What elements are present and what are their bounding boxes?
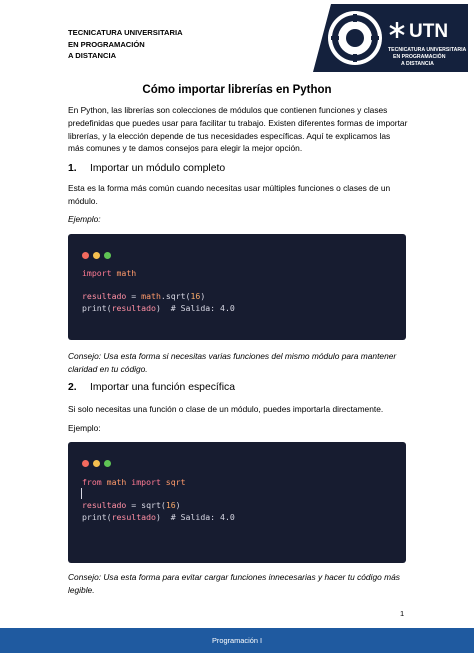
code-line-2: resultado = math.sqrt(16) bbox=[82, 291, 206, 301]
section-1-tip: Consejo: Usa esta forma si necesitas varias funciones del mismo módulo para mantener claridad en tu código. bbox=[68, 351, 397, 374]
logo-brand: UTN bbox=[409, 21, 449, 42]
code-line-3: print(resultado) # Salida: 4.0 bbox=[82, 512, 235, 522]
code-block-1 bbox=[68, 234, 406, 340]
header-line-1: TECNICATURA UNIVERSITARIA bbox=[68, 28, 183, 37]
section-1-heading: Importar un módulo completo bbox=[90, 163, 226, 174]
header-institution bbox=[68, 27, 183, 62]
section-2-number: 2. bbox=[68, 382, 77, 393]
section-2-example-label: Ejemplo: bbox=[68, 423, 101, 433]
section-2-text: Si solo necesitas una función o clase de un módulo, puedes importarla directamente. bbox=[68, 404, 384, 414]
maximize-dot-icon bbox=[104, 252, 111, 259]
section-1-example-label: Ejemplo: bbox=[68, 214, 101, 224]
window-controls bbox=[82, 454, 115, 472]
header-line-3: A DISTANCIA bbox=[68, 51, 117, 60]
minimize-dot-icon bbox=[93, 252, 100, 259]
code-line-1: from math import sqrt bbox=[82, 477, 186, 487]
maximize-dot-icon bbox=[104, 460, 111, 467]
close-dot-icon bbox=[82, 460, 89, 467]
code-line-2: resultado = sqrt(16) bbox=[82, 500, 181, 510]
intro-paragraph: En Python, las librerías son colecciones de módulos que contienen funciones y clases predefinidas que puedes usar para facilitar tu trabajo. Existen diferentes formas de importar librerías, y la elección depende de tus necesidades específicas. Aquí te explicamos las más comunes y te damos consejos para elegir la mejor opción. bbox=[68, 105, 408, 154]
window-controls bbox=[82, 246, 115, 264]
minimize-dot-icon bbox=[93, 460, 100, 467]
section-1-number: 1. bbox=[68, 163, 77, 174]
logo-sub-3: A DISTANCIA bbox=[401, 61, 434, 67]
header-line-2: EN PROGRAMACIÓN bbox=[68, 39, 145, 49]
code-line-1: import math bbox=[82, 268, 137, 278]
logo-sub-2: EN PROGRAMACIÓN bbox=[393, 54, 446, 60]
section-2-tip: Consejo: Usa esta forma para evitar cargar funciones innecesarias y hacer tu código más legible. bbox=[68, 572, 400, 595]
text-cursor bbox=[81, 488, 82, 499]
utn-logo bbox=[313, 4, 468, 72]
footer-course-name: Programación I bbox=[211, 636, 263, 645]
page-number: 1 bbox=[400, 609, 405, 618]
section-1-text: Esta es la forma más común cuando necesitas usar múltiples funciones o clases de un módulo. bbox=[68, 183, 391, 206]
code-line-3: print(resultado) # Salida: 4.0 bbox=[82, 303, 235, 313]
document-title: Cómo importar librerías en Python bbox=[142, 84, 332, 96]
footer-bar bbox=[0, 628, 474, 653]
code-block-2 bbox=[68, 442, 406, 563]
close-dot-icon bbox=[82, 252, 89, 259]
section-2-heading: Importar una función específica bbox=[90, 382, 235, 393]
logo-sub-1: TECNICATURA UNIVERSITARIA bbox=[388, 47, 467, 53]
